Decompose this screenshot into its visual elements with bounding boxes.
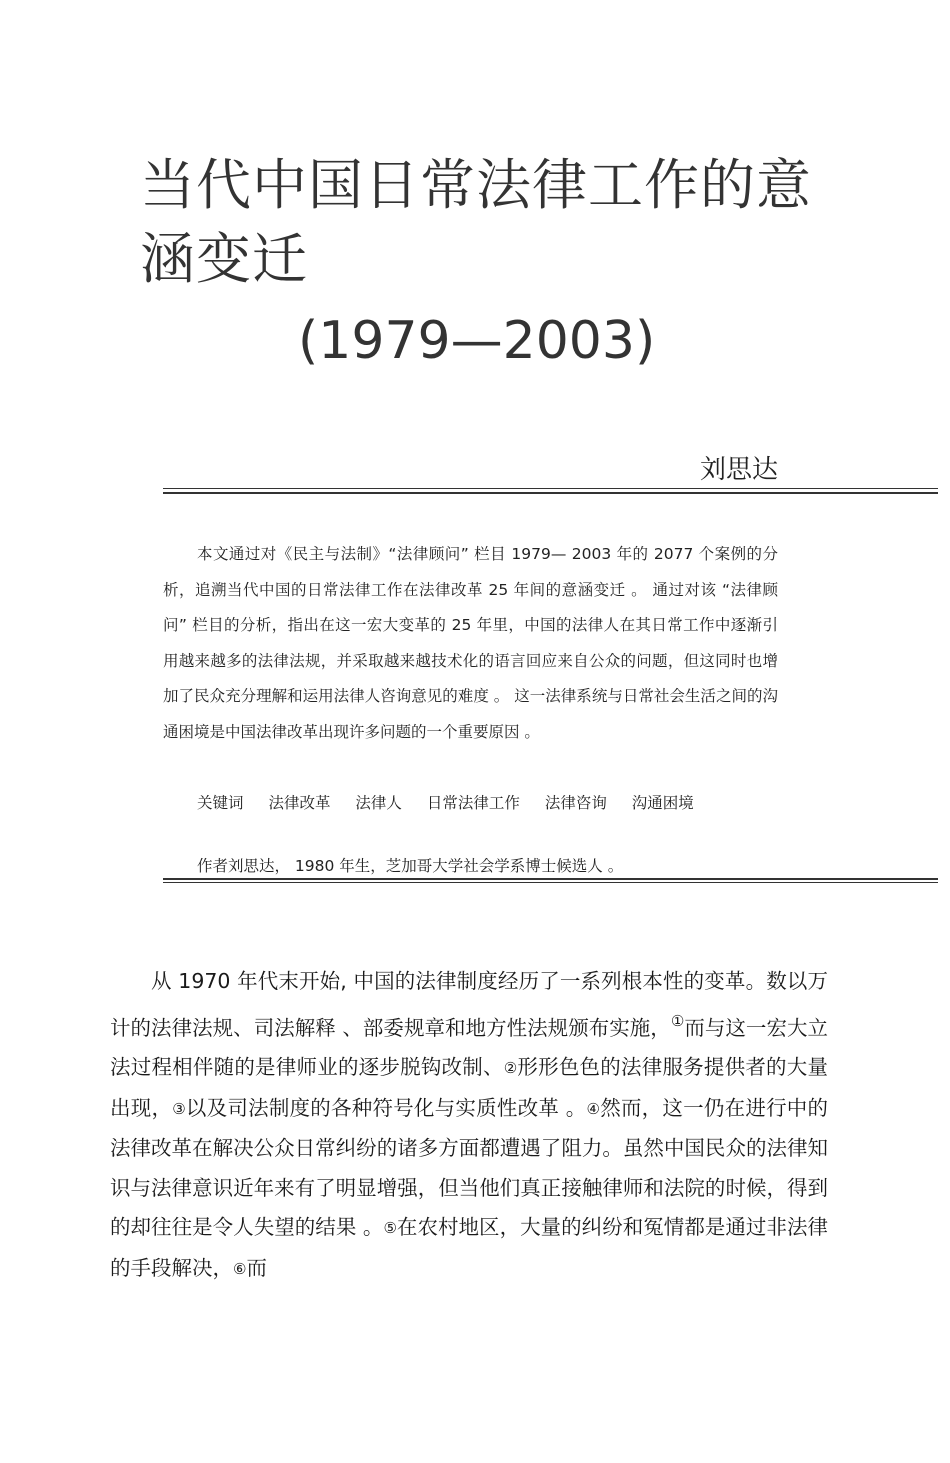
- abstract: [163, 537, 778, 750]
- abstract-text: 本文通过对《民主与法制》“法律顾问” 栏目 1979— 2003 年的 2077 个案例的分析，追溯当代中国的日常法律工作在法律改革 25 年间的意涵变迁 。 通过对该 “法律顾问” 栏目的分析，指出在这一宏大变革的 25 年里，中国的法律人在其日常工作中逐渐引用越来越多的法律法规，并采取越来越技术化的语言回应来自公众的问题，但这同时也增加了民众充分理解和运用法律人咨询意见的难度 。 这一法律系统与日常社会生活之间的沟通困境是中国法律改革出现许多问题的一个重要原因 。: [163, 545, 778, 741]
- keyword-item: 法律改革: [268, 794, 331, 812]
- body-text-b: 而与这一宏大立法过程相伴随的是律师业的逐步脱钩改制、: [110, 1015, 829, 1079]
- title-line-2: 涵变迁: [140, 227, 309, 291]
- body-text-f: 在农村地区，大量的纠纷和冤情都是通过非法律的手段解决，: [110, 1215, 829, 1280]
- title-years: (1979—2003): [298, 311, 656, 371]
- body-text-c: 形形色色的法律服务提供者的大量出现，: [110, 1055, 828, 1120]
- body-paragraph: [110, 962, 828, 1289]
- body-text-g: 而: [246, 1255, 267, 1280]
- author-info: 作者刘思达， 1980 年生，芝加哥大学社会学系博士候选人 。: [197, 857, 624, 875]
- title-line-1: 当代中国日常法律工作的意: [140, 153, 813, 217]
- keyword-item: 日常法律工作: [426, 794, 520, 812]
- footnote-ref[interactable]: ②: [503, 1059, 518, 1077]
- keywords-label: 关键词: [197, 794, 244, 812]
- author-name: 刘思达: [700, 455, 779, 485]
- keywords-row: [197, 787, 714, 819]
- bottom-rule-thin: [163, 882, 938, 883]
- keyword-item: 法律咨询: [544, 794, 607, 812]
- abstract-indent: [163, 545, 197, 563]
- footnote-ref[interactable]: ⑥: [233, 1259, 247, 1278]
- paragraph-indent: [110, 969, 151, 993]
- body-text-a: 从 1970 年代末开始, 中国的法律制度经历了一系列根本性的变革。数以万计的法律法规、司法解释 、部委规章和地方性法规颁布实施，: [110, 969, 828, 1040]
- footnote-ref[interactable]: ⑤: [383, 1219, 397, 1237]
- body-text-e: 然而，这一仍在进行中的法律改革在解决公众日常纠纷的诸多方面都遭遇了阻力。虽然中国民众的法律知识与法律意识近年来有了明显增强，但当他们真正接触律师和法院的时候，得到的却往往是令人失望的结果 。: [110, 1095, 829, 1239]
- footnote-ref[interactable]: ①: [670, 1011, 685, 1030]
- article-title: [140, 148, 820, 296]
- top-rule-thick: [163, 492, 938, 494]
- footnote-ref[interactable]: ④: [586, 1099, 601, 1118]
- keyword-item: 法律人: [355, 794, 402, 812]
- footnote-ref[interactable]: ③: [172, 1099, 186, 1118]
- body-text-d: 以及司法制度的各种符号化与实质性改革 。: [185, 1095, 587, 1120]
- keyword-item: 沟通困境: [631, 794, 694, 812]
- bottom-rule-thick: [163, 878, 938, 880]
- top-rule-thin: [163, 488, 938, 489]
